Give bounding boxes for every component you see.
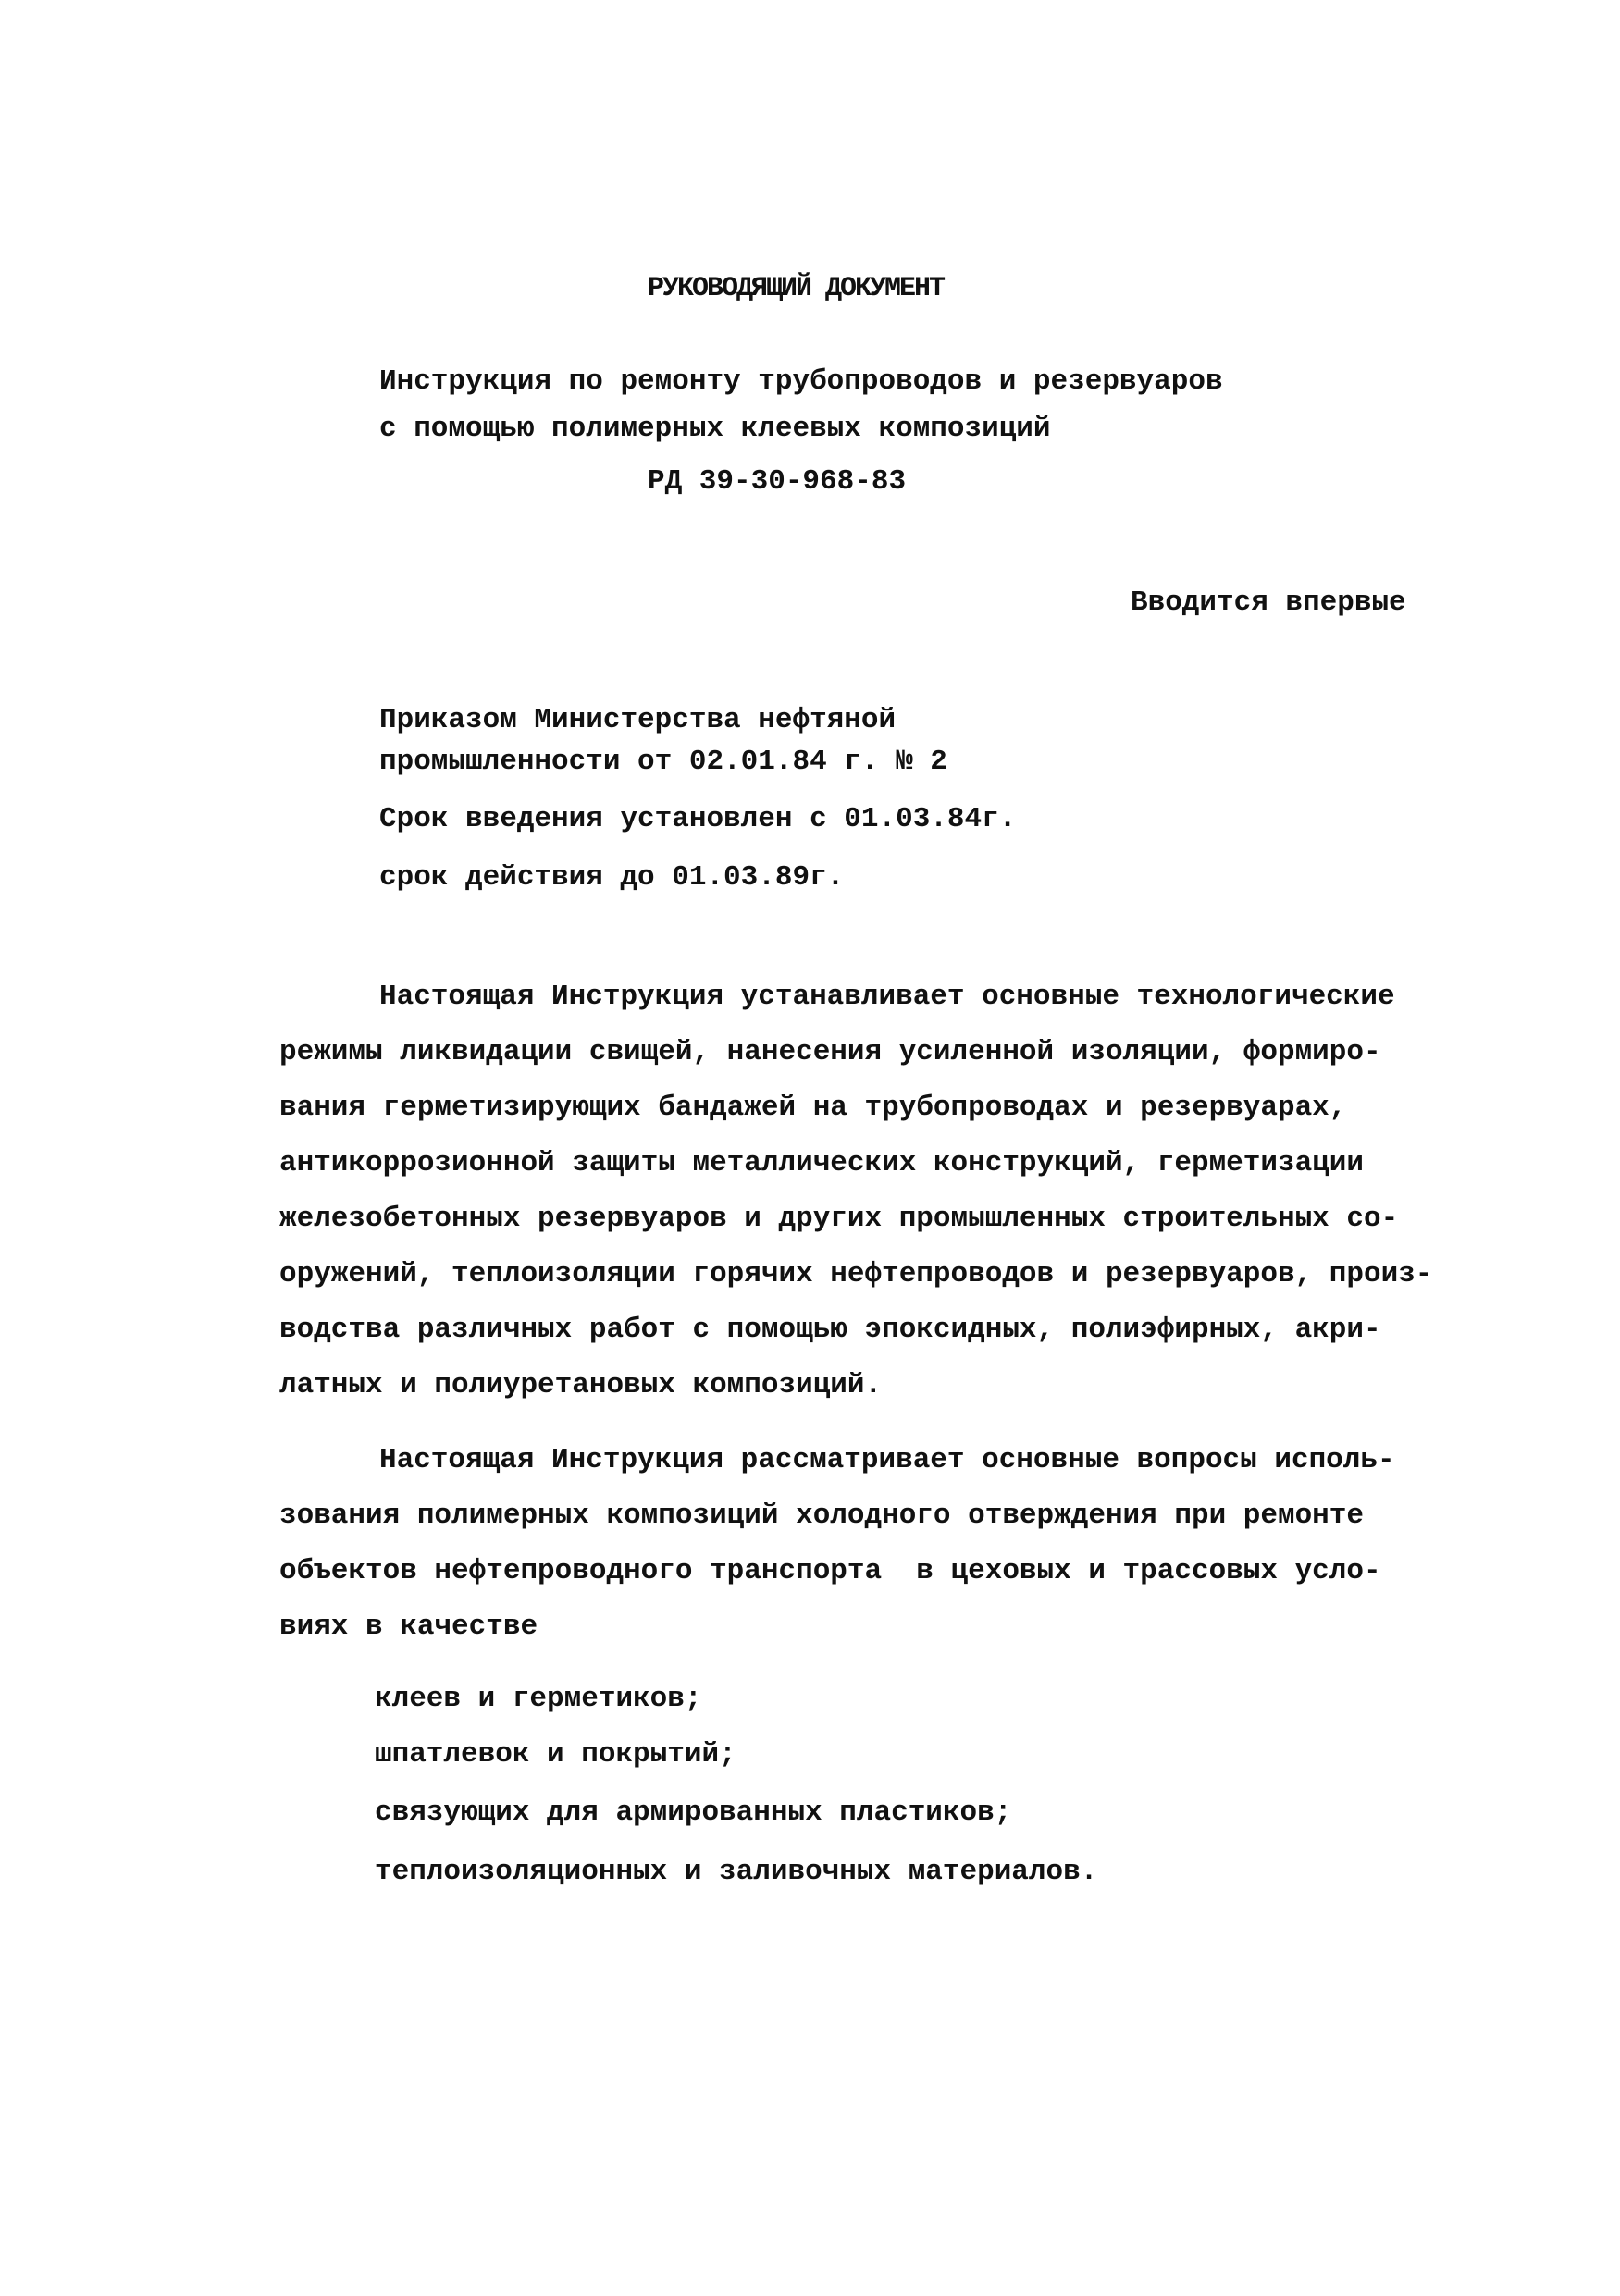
title-line: Инструкция по ремонту трубопроводов и резервуаров (379, 365, 1223, 398)
paragraph-line: Настоящая Инструкция рассматривает основные вопросы исполь- (379, 1444, 1395, 1476)
paragraph-line: оружений, теплоизоляции горячих нефтепроводов и резервуаров, произ- (279, 1258, 1433, 1290)
paragraph-line: вания герметизирующих бандажей на трубопроводах и резервуарах, (279, 1092, 1347, 1124)
paragraph-line: антикоррозионной защиты металлических конструкций, герметизации (279, 1147, 1364, 1179)
paragraph-line: латных и полиуретановых композиций. (279, 1369, 883, 1401)
title-line: с помощью полимерных клеевых композиций (379, 413, 1051, 445)
approval-line: промышленности от 02.01.84 г. № 2 (379, 746, 947, 778)
list-item: теплоизоляционных и заливочных материалов. (375, 1856, 1098, 1888)
document-code: РД 39-30-968-83 (648, 465, 907, 498)
paragraph-line: железобетонных резервуаров и других промышленных строительных со- (279, 1203, 1399, 1235)
approval-line: срок действия до 01.03.89г. (379, 861, 845, 894)
paragraph-line: объектов нефтепроводного транспорта в цеховых и трассовых усло- (279, 1555, 1381, 1587)
approval-line: Приказом Министерства нефтяной (379, 704, 897, 736)
paragraph-line: режимы ликвидации свищей, нанесения усиленной изоляции, формиро- (279, 1036, 1381, 1068)
list-item: шпатлевок и покрытий; (375, 1738, 736, 1771)
paragraph-line: виях в качестве (279, 1611, 538, 1643)
paragraph-line: Настоящая Инструкция устанавливает основные технологические (379, 981, 1395, 1013)
list-item: клеев и герметиков; (375, 1683, 702, 1715)
approval-line: Срок введения установлен с 01.03.84г. (379, 803, 1017, 835)
document-type-heading: РУКОВОДЯЩИЙ ДОКУМЕНТ (648, 273, 945, 304)
list-item: связующих для армированных пластиков; (375, 1796, 1012, 1829)
status-note: Вводится впервые (1131, 586, 1406, 619)
paragraph-line: зования полимерных композиций холодного отверждения при ремонте (279, 1500, 1364, 1532)
paragraph-line: водства различных работ с помощью эпоксидных, полиэфирных, акри- (279, 1314, 1381, 1346)
